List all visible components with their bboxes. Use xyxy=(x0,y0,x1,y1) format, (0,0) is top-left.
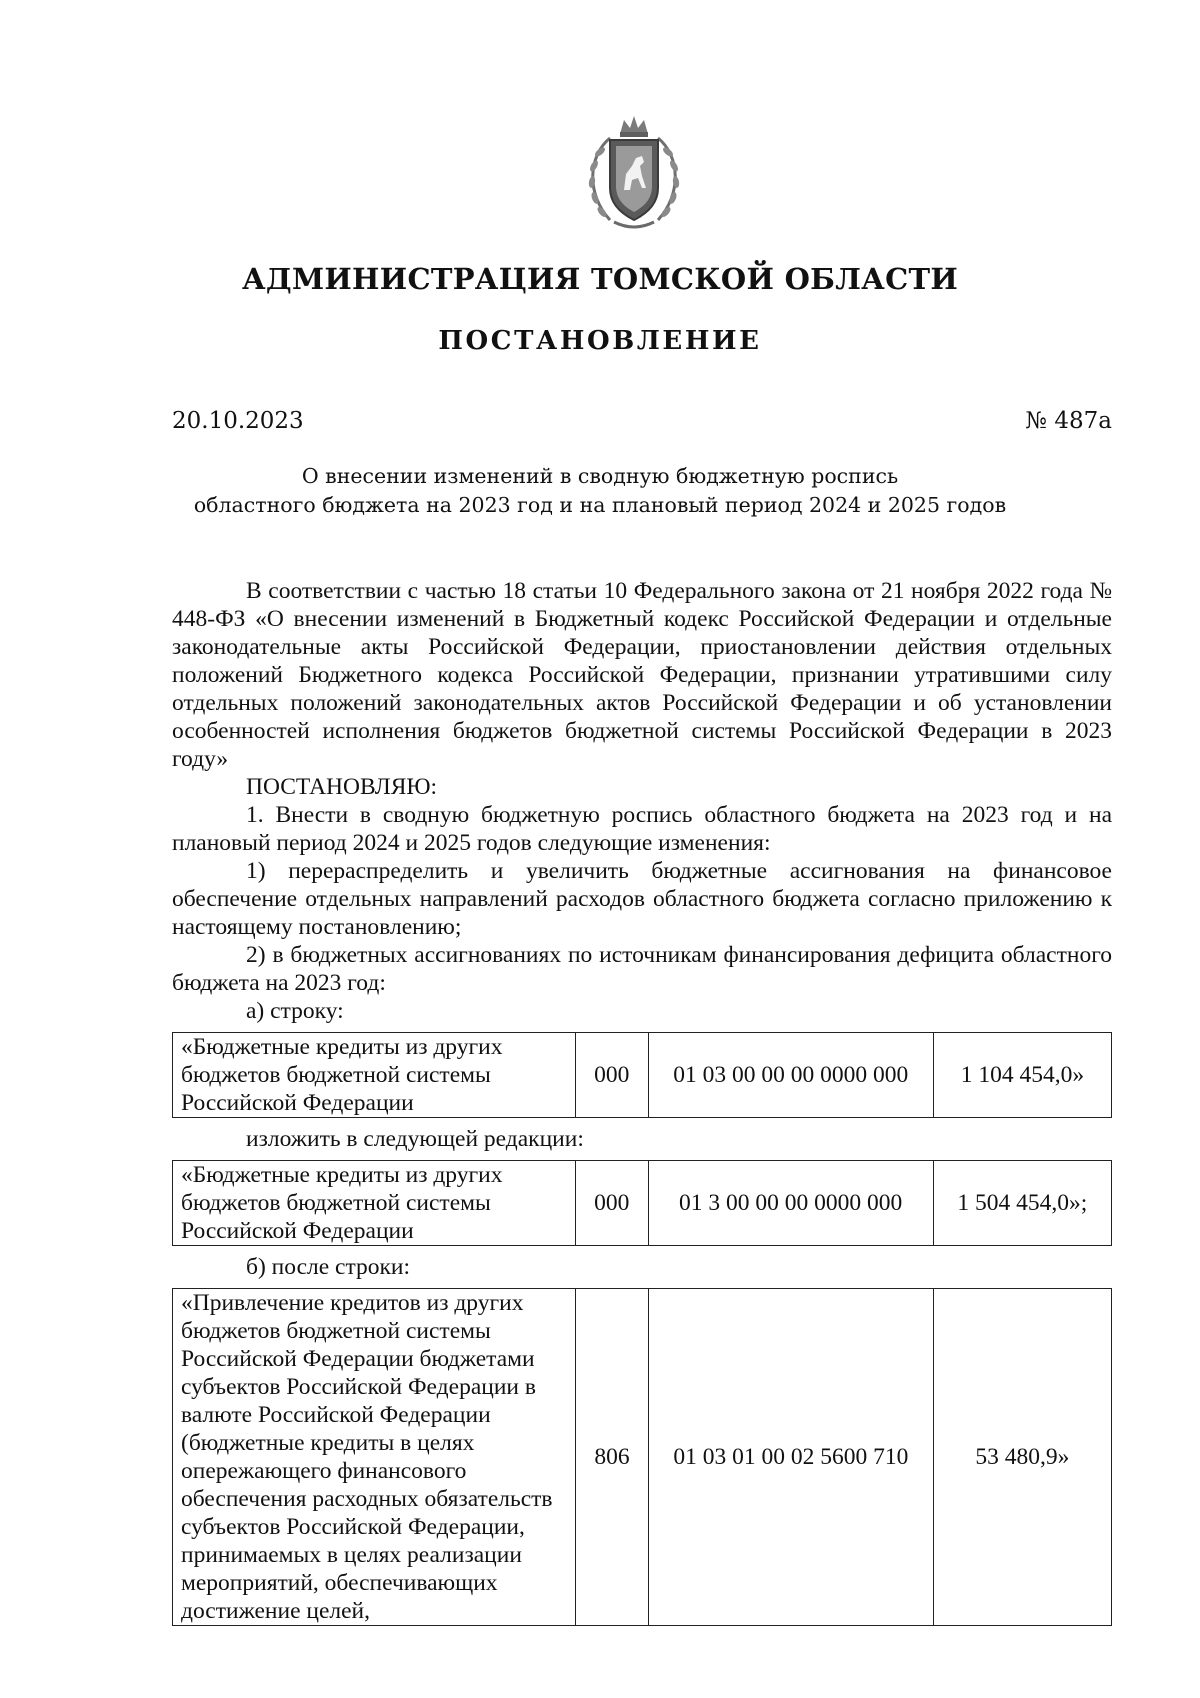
row-amount-cell: 1 504 454,0»; xyxy=(933,1161,1111,1246)
table-row-new-edition xyxy=(172,1160,1112,1246)
table-row-after xyxy=(172,1288,1112,1626)
row-kbk-cell: 01 03 01 00 02 5600 710 xyxy=(648,1289,933,1626)
table-row xyxy=(173,1161,1112,1246)
document-subject xyxy=(0,462,1200,520)
row-amount-cell: 1 104 454,0» xyxy=(933,1033,1111,1118)
document-number: № 487а xyxy=(1025,408,1112,434)
subject-line-2: областного бюджета на 2023 год и на плановый период 2024 и 2025 годов xyxy=(193,493,1007,517)
sub-item-a: а) строку: xyxy=(246,998,344,1024)
tomsk-region-coat-of-arms-icon xyxy=(580,108,688,236)
document-body xyxy=(172,577,1112,1633)
table-row-original xyxy=(172,1032,1112,1118)
item-1-paragraph: 1. Внести в сводную бюджетную роспись областного бюджета на 2023 год и на плановый период 2024 и 2025 годов следующие изменения: xyxy=(172,802,1112,856)
sub-item-b: б) после строки: xyxy=(246,1254,411,1280)
row-kbk-cell: 01 03 00 00 00 0000 000 xyxy=(648,1033,933,1118)
item-1-2-paragraph: 2) в бюджетных ассигнованиях по источникам финансирования дефицита областного бюджета на 2023 год: xyxy=(172,942,1112,996)
row-code-cell: 806 xyxy=(576,1289,649,1626)
row-name-cell: «Привлечение кредитов из других бюджетов бюджетной системы Российской Федерации бюджетами субъектов Российской Федерации в валюте Российской Федерации (бюджетные кредиты в целях опережающего финансового обеспечения расходных обязательств субъектов Российской Федерации, принимаемых в целях реализации мероприятий, обеспечивающих достижение целей, xyxy=(173,1289,576,1626)
table-row xyxy=(173,1289,1112,1626)
resolve-heading: ПОСТАНОВЛЯЮ: xyxy=(246,774,438,800)
row-name-cell: «Бюджетные кредиты из других бюджетов бюджетной системы Российской Федерации xyxy=(173,1033,576,1118)
item-1-1-paragraph: 1) перераспределить и увеличить бюджетные ассигнования на финансовое обеспечение отдельных направлений расходов областного бюджета согласно приложению к настоящему постановлению; xyxy=(172,858,1112,940)
subject-line-1: О внесении изменений в сводную бюджетную роспись xyxy=(301,464,899,488)
organization-title: АДМИНИСТРАЦИЯ ТОМСКОЙ ОБЛАСТИ xyxy=(241,262,959,296)
document-date: 20.10.2023 xyxy=(172,408,304,434)
row-code-cell: 000 xyxy=(575,1161,648,1246)
replace-instruction: изложить в следующей редакции: xyxy=(246,1126,584,1152)
table-row xyxy=(173,1033,1112,1118)
row-kbk-cell: 01 3 00 00 00 0000 000 xyxy=(648,1161,933,1246)
preamble-paragraph: В соответствии с частью 18 статьи 10 Федерального закона от 21 ноября 2022 года № 448-ФЗ «О внесении изменений в Бюджетный кодекс Российской Федерации и отдельные законодательные акты Российской Федерации, приостановлении действия отдельных положений Бюджетного кодекса Российской Федерации, признании утратившими силу отдельных положений законодательных актов Российской Федерации и об установлении особенностей исполнения бюджетов бюджетной системы Российской Федерации в 2023 году» xyxy=(172,578,1112,772)
row-name-cell: «Бюджетные кредиты из других бюджетов бюджетной системы Российской Федерации xyxy=(173,1161,576,1246)
row-amount-cell: 53 480,9» xyxy=(933,1289,1111,1626)
row-code-cell: 000 xyxy=(575,1033,648,1118)
document-type-title: ПОСТАНОВЛЕНИЕ xyxy=(438,326,762,356)
